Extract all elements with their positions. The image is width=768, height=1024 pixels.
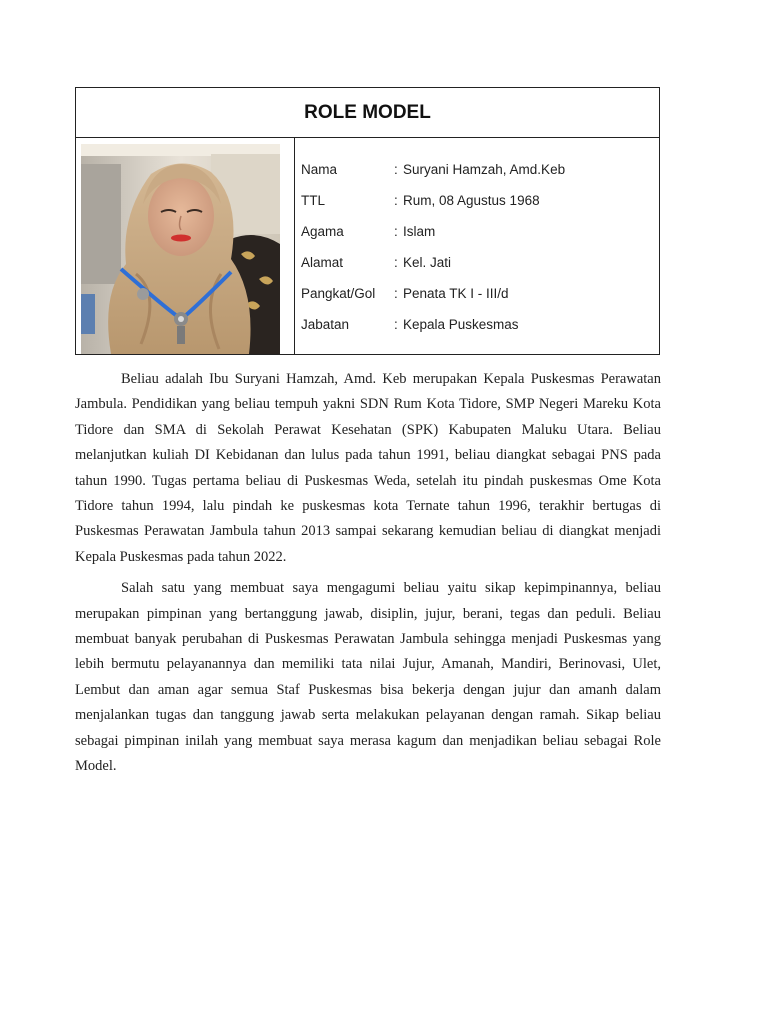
info-row-jabatan	[301, 317, 659, 348]
info-row-pangkat	[301, 286, 659, 317]
info-row-alamat	[301, 255, 659, 286]
info-value: Islam	[403, 224, 436, 239]
info-value: Penata TK I - III/d	[403, 286, 509, 301]
photo-cell	[76, 138, 295, 354]
info-value: Kepala Puskesmas	[403, 317, 519, 332]
info-separator: :	[394, 255, 398, 270]
card-title: ROLE MODEL	[76, 88, 659, 138]
info-value: Suryani Hamzah, Amd.Keb	[403, 162, 566, 177]
info-label: Nama	[301, 162, 338, 177]
card-body	[76, 138, 659, 354]
info-separator: :	[394, 224, 398, 239]
info-value: Rum, 08 Agustus 1968	[403, 193, 540, 208]
info-label: Agama	[301, 224, 344, 239]
info-row-nama	[301, 162, 659, 193]
profile-card	[75, 87, 660, 355]
info-label: Alamat	[301, 255, 344, 270]
info-label: TTL	[301, 193, 326, 208]
info-separator: :	[394, 286, 398, 301]
info-separator: :	[394, 162, 398, 177]
info-value: Kel. Jati	[403, 255, 452, 270]
info-separator: :	[394, 193, 398, 208]
info-row-ttl	[301, 193, 659, 224]
paragraph-admiration: Salah satu yang membuat saya mengagumi beliau yaitu sikap kepimpinannya, beliau merupakan pimpinan yang bertanggung jawab, disiplin, jujur, berani, tegas dan peduli. Beliau membuat banyak perubahan di Puskesmas Perawatan Jambula sehingga menjadi Puskesmas yang lebih bermutu pelayanannya dan memiliki tata nilai Jujur, Amanah, Mandiri, Berinovasi, Ulet, Lembut dan aman agar semua Staf Puskesmas bisa bekerja dengan jujur dan amanh dalam menjalankan tugas dan tanggung jawab serta melakukan pelayanan dengan ramah. Sikap beliau sebagai pimpinan inilah yang membuat saya merasa kagum dan menjadikan beliau sebagai Role Model.	[75, 580, 661, 775]
info-row-agama	[301, 224, 659, 255]
info-cell	[295, 138, 659, 354]
profile-photo	[81, 144, 280, 354]
body-text	[75, 367, 661, 786]
paragraph-biography: Beliau adalah Ibu Suryani Hamzah, Amd. Keb merupakan Kepala Puskesmas Perawatan Jambula. Pendidikan yang beliau tempuh yakni SDN Rum Kota Tidore, SMP Negeri Mareku Kota Tidore dan SMA di Sekolah Perawat Kesehatan (SPK) Kabupaten Maluku Utara. Beliau melanjutkan kuliah DI Kebidanan dan lulus pada tahun 1991, beliau diangkat sebagai PNS pada tahun 1990. Tugas pertama beliau di Puskesmas Weda, setelah itu pindah puskesmas Ome Kota Tidore tahun 1994, lalu pindah ke puskesmas kota Ternate tahun 1996, terakhir bertugas di Puskesmas Perawatan Jambula tahun 2013 sampai sekarang kemudian beliau di diangkat menjadi Kepala Puskesmas pada tahun 2022.	[75, 371, 661, 565]
info-separator: :	[394, 317, 398, 332]
info-label: Jabatan	[301, 317, 350, 332]
info-label: Pangkat/Gol	[301, 286, 376, 301]
